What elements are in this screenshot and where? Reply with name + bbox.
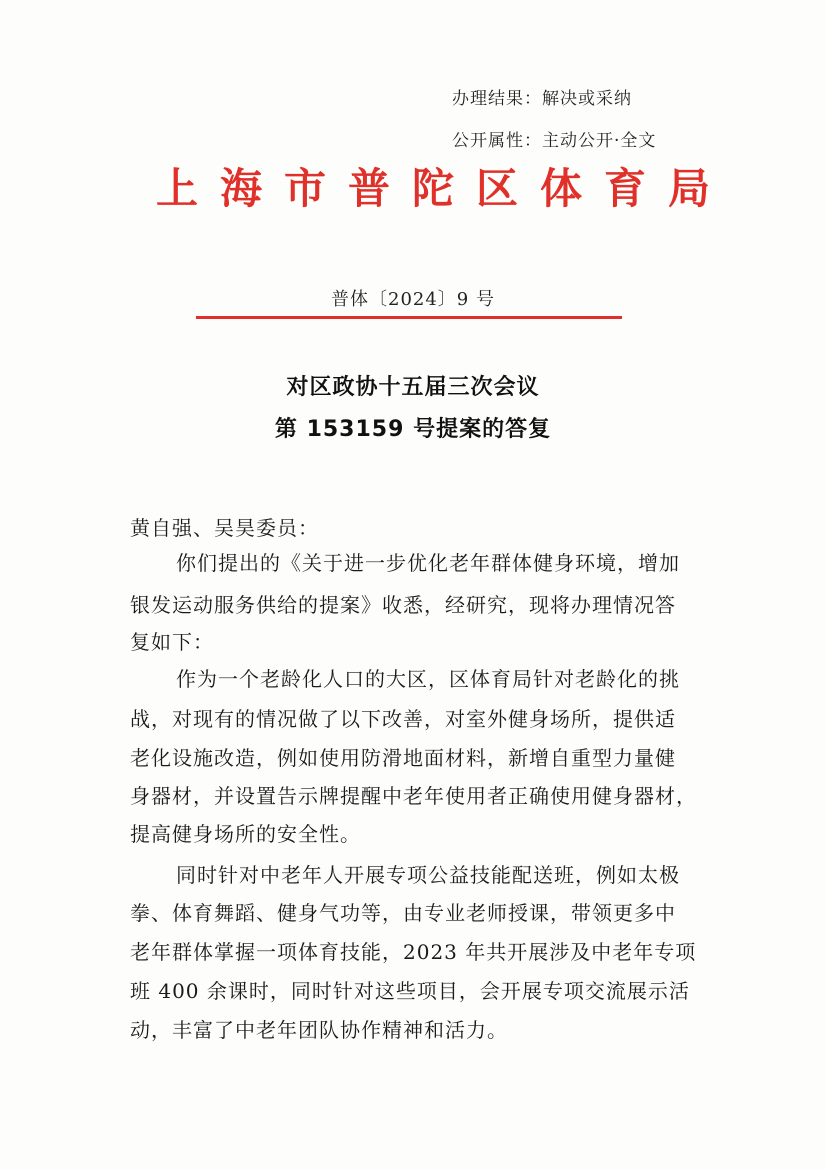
paragraph-2-line: 提高健身场所的安全性。: [130, 822, 361, 846]
document-title-line-1: 对区政协十五届三次会议: [286, 375, 540, 400]
paragraph-3-line: 班 400 余课时，同时针对这些项目，会开展专项交流展示活: [130, 979, 690, 1003]
paragraph-3-line: 拳、体育舞蹈、健身气功等，由专业老师授课，带领更多中: [130, 901, 676, 925]
paragraph-2-line: 身器材，并设置告示牌提醒中老年使用者正确使用健身器材，: [130, 784, 697, 808]
paragraph-3-line: 同时针对中老年人开展专项公益技能配送班，例如太极: [176, 863, 680, 887]
document-number: 普体〔2024〕9 号: [331, 289, 495, 310]
disclosure-attribute: 公开属性：主动公开·全文: [452, 131, 657, 151]
salutation: 黄自强、吴昊委员：: [130, 516, 319, 540]
paragraph-1-line: 复如下：: [130, 630, 214, 654]
paragraph-1-line: 你们提出的《关于进一步优化老年群体健身环境，增加: [176, 551, 680, 575]
red-divider-line: [196, 316, 622, 319]
issuing-authority-title: 上海市普陀区体育局: [156, 164, 733, 213]
paragraph-1-line: 银发运动服务供给的提案》收悉，经研究，现将办理情况答: [130, 593, 676, 617]
paragraph-2-line: 作为一个老龄化人口的大区，区体育局针对老龄化的挑: [176, 667, 680, 691]
paragraph-3-line: 老年群体掌握一项体育技能，2023 年共开展涉及中老年专项: [130, 940, 697, 964]
paragraph-3-line: 动，丰富了中老年团队协作精神和活力。: [130, 1018, 508, 1042]
handling-result: 办理结果：解决或采纳: [452, 89, 632, 109]
paragraph-2-line: 战，对现有的情况做了以下改善，对室外健身场所，提供适: [130, 707, 676, 731]
document-title-line-2: 第 153159 号提案的答复: [274, 417, 552, 442]
paragraph-2-line: 老化设施改造，例如使用防滑地面材料，新增自重型力量健: [130, 746, 676, 770]
